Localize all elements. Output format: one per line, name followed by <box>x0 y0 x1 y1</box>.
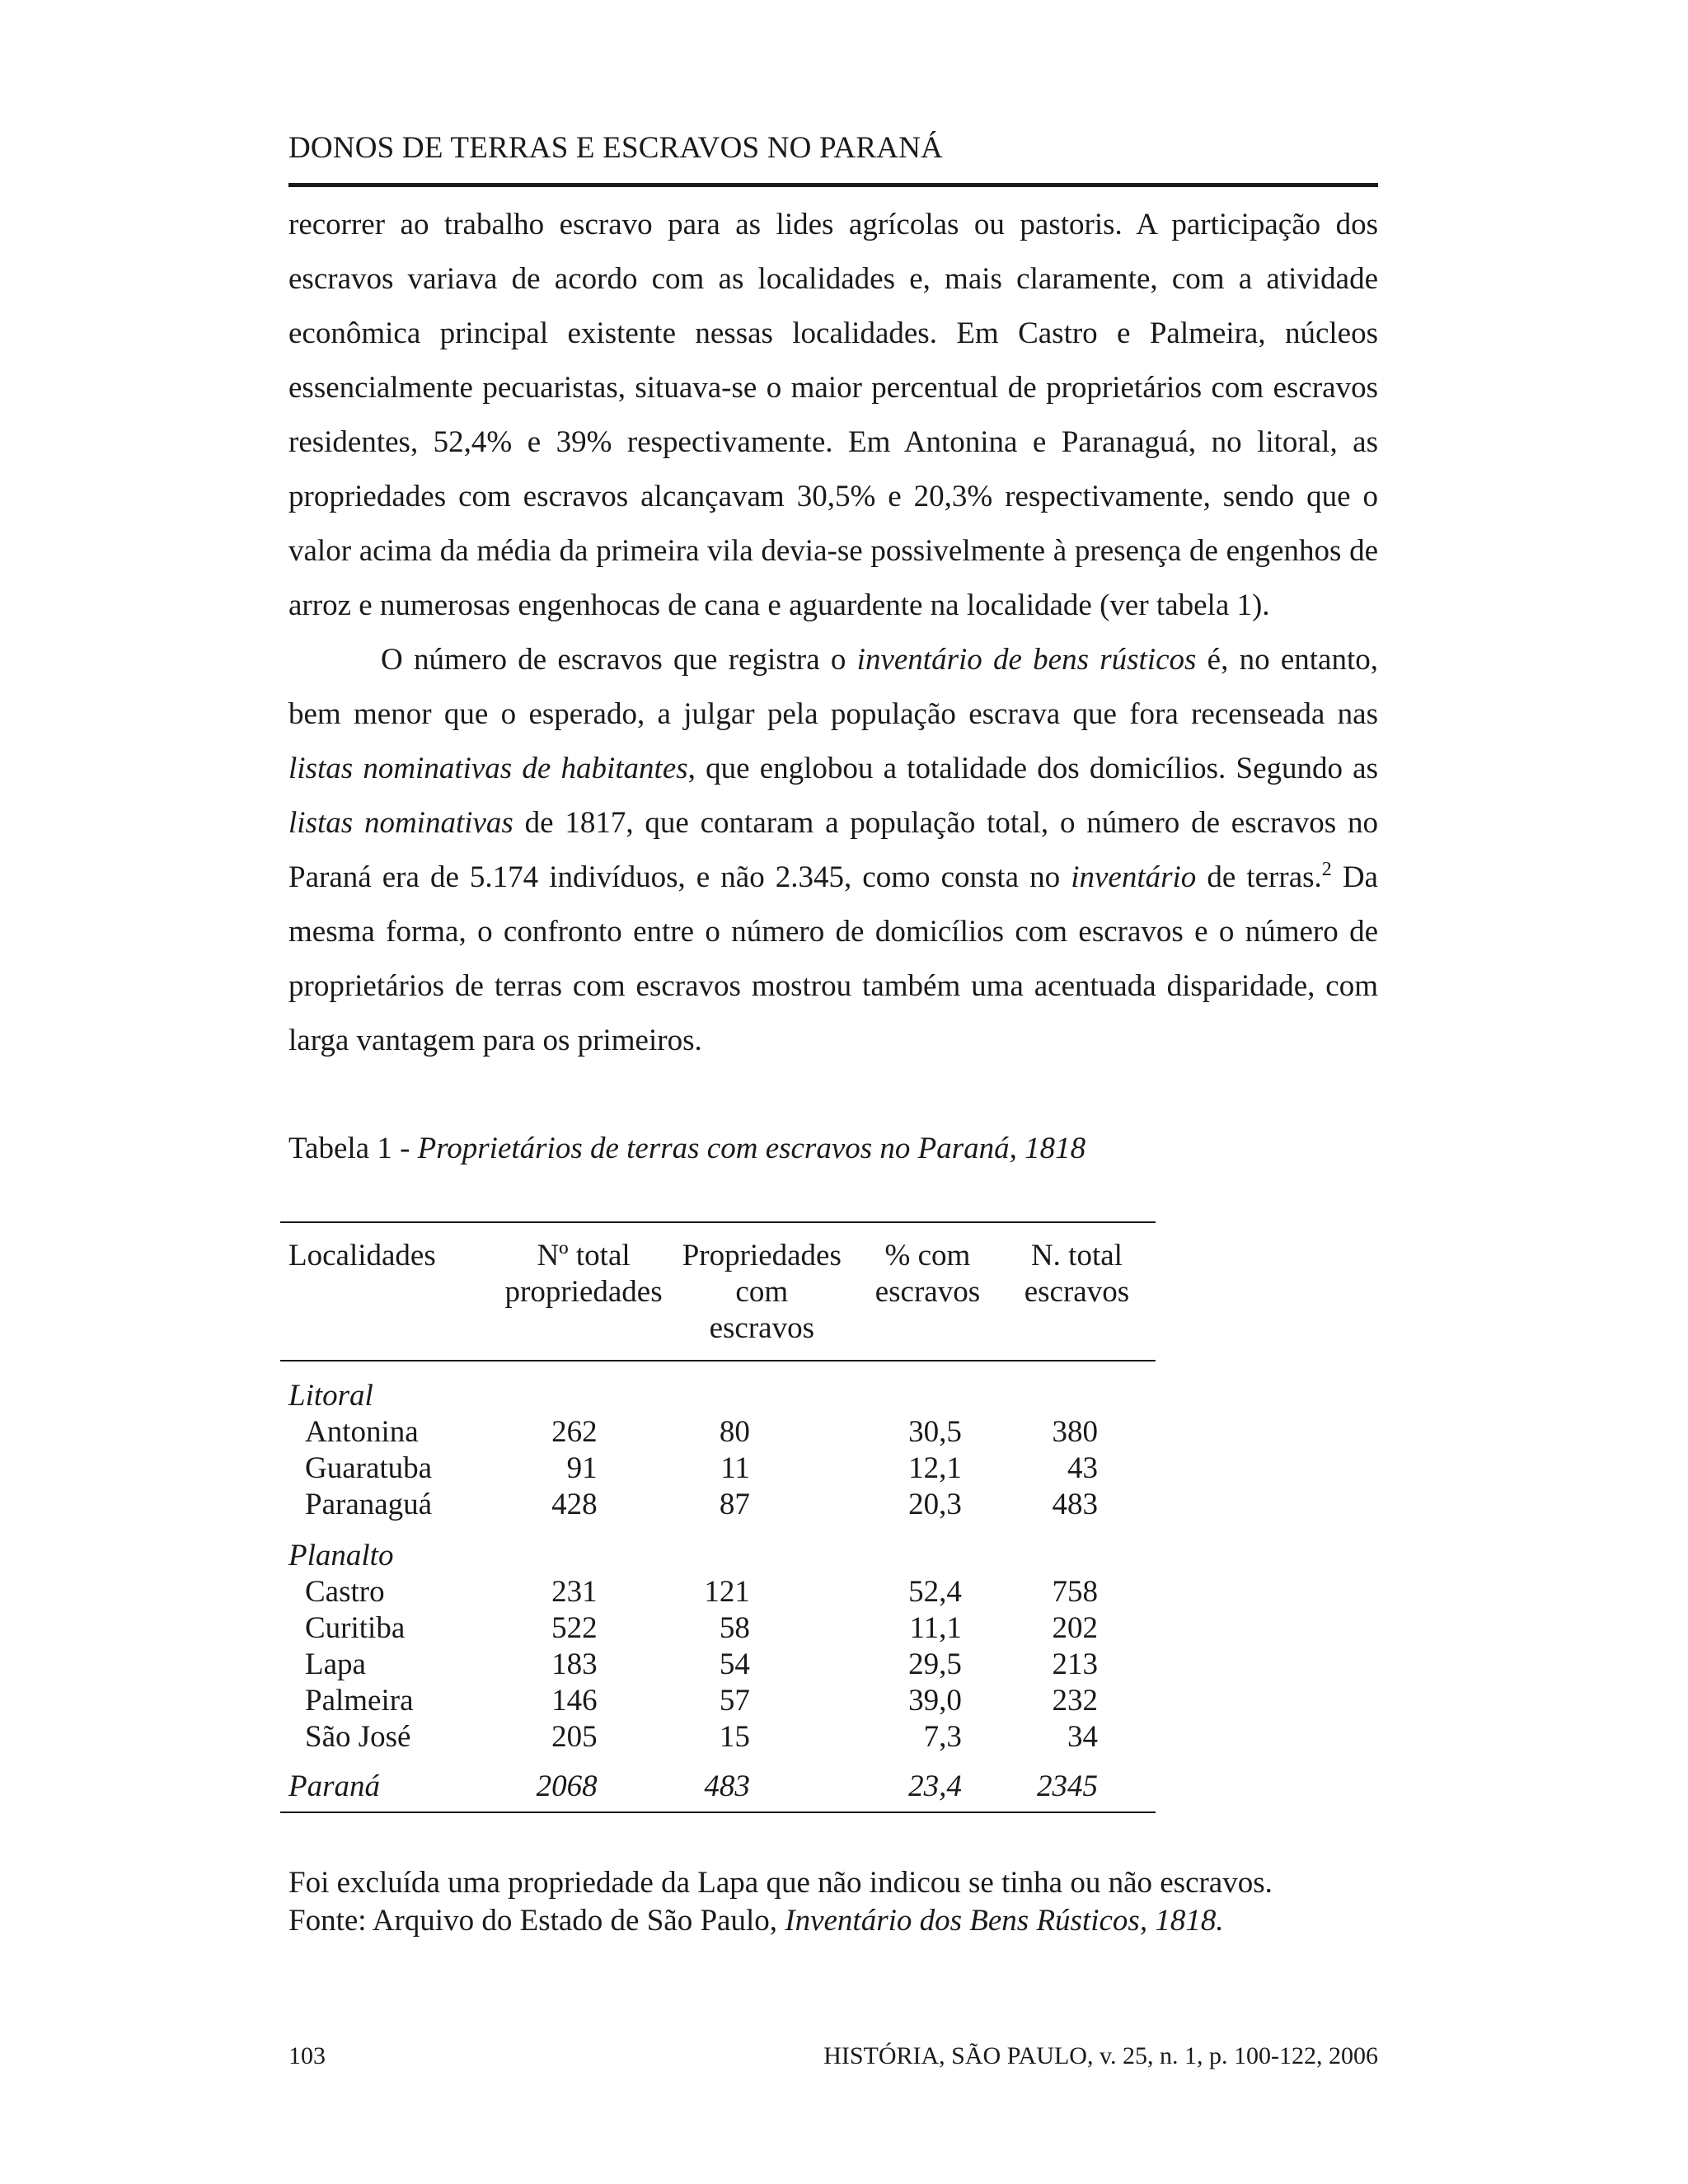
cell-localidade: Guaratuba <box>305 1451 433 1485</box>
cell-total-propriedades: 205 <box>551 1720 598 1754</box>
cell-pct-com-escravos: 11,1 <box>909 1611 962 1645</box>
cell-total-propriedades: 262 <box>551 1415 598 1449</box>
table-row <box>280 1574 1156 1610</box>
cell-pct-com-escravos: 7,3 <box>923 1720 962 1754</box>
cell-pct-com-escravos: 52,4 <box>908 1575 962 1609</box>
group-label: Litoral <box>288 1379 373 1413</box>
table-header-row <box>280 1222 1156 1361</box>
p2-text-a: O número de escravos que registra o <box>381 643 857 677</box>
table-total-row <box>280 1755 1156 1812</box>
data-table-wrap <box>280 1221 1156 1813</box>
cell-total-propriedades: 91 <box>566 1451 598 1485</box>
p2-text-e: de terras. <box>1196 860 1322 894</box>
footnote-ref[interactable]: 2 <box>1321 859 1332 880</box>
table-source: Fonte: Arquivo do Estado de São Paulo, Inventário dos Bens Rústicos, 1818. <box>288 1904 1224 1938</box>
cell-propriedades-com-escravos: 57 <box>719 1684 750 1718</box>
caption-prefix: Tabela 1 - <box>288 1132 418 1165</box>
p2-italic-a: inventário de bens rústicos <box>856 643 1197 677</box>
cell-localidade: Palmeira <box>305 1684 414 1718</box>
cell-total-propriedades: 522 <box>551 1611 598 1645</box>
cell-pct-com-escravos: 20,3 <box>908 1488 962 1521</box>
cell-total-escravos: 43 <box>1067 1451 1098 1485</box>
p2-text-b: é, no entanto, bem menor que o esperado, a julgar pela população escrava que fora recenseada nas <box>288 643 1379 731</box>
cell-total-escravos: 380 <box>1052 1415 1098 1449</box>
cell-total-escravos: 758 <box>1052 1575 1098 1609</box>
cell-localidade: Curitiba <box>305 1611 406 1645</box>
cell-total-propriedades: 231 <box>551 1575 598 1609</box>
table-note: Foi excluída uma propriedade da Lapa que não indicou se tinha ou não escravos. <box>288 1866 1273 1900</box>
p2-italic-b: listas nominativas de habitantes <box>288 752 688 785</box>
header-total-escravos: N. total escravos <box>998 1222 1156 1361</box>
cell-propriedades-com-escravos: 483 <box>667 1755 857 1812</box>
paragraph-2 <box>288 633 1378 1068</box>
table-notes <box>288 1864 1273 1940</box>
cell-propriedades-com-escravos: 87 <box>719 1488 750 1521</box>
cell-propriedades-com-escravos: 121 <box>704 1575 750 1609</box>
source-title: Inventário dos Bens Rústicos, 1818. <box>785 1904 1224 1938</box>
cell-total-escravos: 232 <box>1052 1684 1098 1718</box>
table-row <box>280 1683 1156 1719</box>
table-row <box>280 1719 1156 1755</box>
cell-total-propriedades: 183 <box>551 1647 598 1681</box>
cell-total-propriedades: 146 <box>551 1684 598 1718</box>
cell-localidade: Paranaguá <box>305 1488 433 1521</box>
body-text <box>288 198 1378 1068</box>
cell-localidade: Castro <box>305 1575 385 1609</box>
p2-italic-c: listas nominativas <box>288 806 513 840</box>
cell-localidade: São José <box>305 1720 411 1754</box>
cell-propriedades-com-escravos: 11 <box>720 1451 750 1485</box>
cell-total-escravos: 2345 <box>998 1755 1156 1812</box>
table-row <box>280 1487 1156 1523</box>
cell-pct-com-escravos: 39,0 <box>908 1684 962 1718</box>
cell-total-escravos: 34 <box>1067 1720 1098 1754</box>
p2-italic-d: inventário <box>1071 860 1197 894</box>
table-body <box>280 1361 1156 1812</box>
header-rule <box>288 183 1378 187</box>
header-localidades: Localidades <box>280 1222 501 1361</box>
table-group-row <box>280 1361 1156 1414</box>
cell-propriedades-com-escravos: 58 <box>719 1611 750 1645</box>
data-table <box>280 1221 1156 1813</box>
journal-citation: HISTÓRIA, SÃO PAULO, v. 25, n. 1, p. 100-122, 2006 <box>823 2042 1378 2069</box>
table-row <box>280 1610 1156 1647</box>
cell-propriedades-com-escravos: 15 <box>719 1720 750 1754</box>
table-row <box>280 1647 1156 1683</box>
header-propriedades-com-escravos: Propriedades com escravos <box>667 1222 857 1361</box>
cell-total-escravos: 483 <box>1052 1488 1098 1521</box>
cell-pct-com-escravos: 29,5 <box>908 1647 962 1681</box>
table-row <box>280 1414 1156 1451</box>
running-title: DONOS DE TERRAS E ESCRAVOS NO PARANÁ <box>288 131 943 165</box>
cell-localidade: Paraná <box>280 1755 501 1812</box>
p2-text-d: de 1817, que contaram a população total, o número de escravos no Paraná era de 5.174 indivíduos, e não 2.345, como consta no <box>288 806 1378 894</box>
cell-total-escravos: 202 <box>1052 1611 1098 1645</box>
cell-total-escravos: 213 <box>1052 1647 1098 1681</box>
table-caption <box>288 1131 1085 1166</box>
cell-total-propriedades: 428 <box>551 1488 598 1521</box>
p2-text-c: , que englobou a totalidade dos domicílios. Segundo as <box>687 752 1378 785</box>
table-row <box>280 1451 1156 1487</box>
cell-pct-com-escravos: 23,4 <box>857 1755 998 1812</box>
cell-localidade: Antonina <box>305 1415 419 1449</box>
header-pct-com-escravos: % com escravos <box>857 1222 998 1361</box>
group-label: Planalto <box>288 1539 394 1572</box>
cell-total-propriedades: 2068 <box>501 1755 667 1812</box>
cell-pct-com-escravos: 30,5 <box>908 1415 962 1449</box>
paragraph-1: recorrer ao trabalho escravo para as lides agrícolas ou pastoris. A participação dos escravos variava de acordo com as localidades e, mais claramente, com a atividade econômica principal existente nessas localidades. Em Castro e Palmeira, núcleos essencialmente pecuaristas, situava-se o maior percentual de proprietários com escravos residentes, 52,4% e 39% respectivamente. Em Antonina e Paranaguá, no litoral, as propriedades com escravos alcançavam 30,5% e 20,3% respectivamente, sendo que o valor acima da média da primeira vila devia-se possivelmente à presença de engenhos de arroz e numerosas engenhocas de cana e aguardente na localidade (ver tabela 1). <box>288 208 1378 622</box>
header-total-propriedades: Nº total propriedades <box>501 1222 667 1361</box>
cell-propriedades-com-escravos: 54 <box>719 1647 750 1681</box>
cell-localidade: Lapa <box>305 1647 366 1681</box>
cell-propriedades-com-escravos: 80 <box>719 1415 750 1449</box>
caption-title: Proprietários de terras com escravos no Paraná, 1818 <box>417 1132 1086 1165</box>
table-group-row <box>280 1523 1156 1574</box>
p2-text-f: Da mesma forma, o confronto entre o número de domicílios com escravos e o número de proprietários de terras com escravos mostrou também uma acentuada disparidade, com larga vantagem para os primeiros. <box>288 860 1378 1057</box>
cell-pct-com-escravos: 12,1 <box>908 1451 962 1485</box>
page-number: 103 <box>288 2042 326 2069</box>
